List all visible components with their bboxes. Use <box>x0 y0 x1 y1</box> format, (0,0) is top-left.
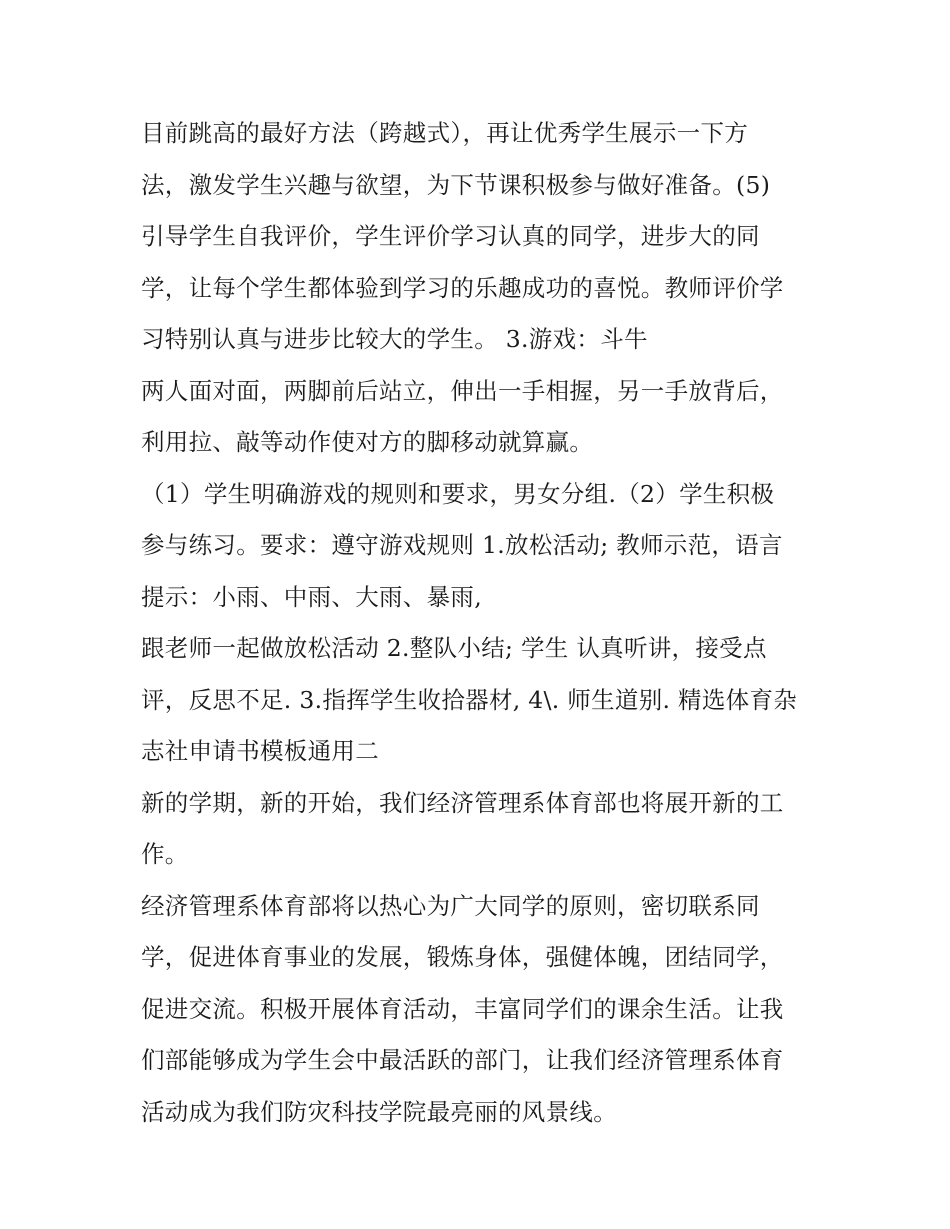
text-line: 活动成为我们防灾科技学院最亮丽的风景线。 <box>141 1097 617 1126</box>
text-line: 利用拉、敲等动作使对方的脚移动就算赢。 <box>141 428 594 456</box>
text-line: 经济管理系体育部将以热心为广大同学的原则，密切联系同 <box>141 891 760 920</box>
text-line: 学，促进体育事业的发展，锻炼身体，强健体魄，团结同学， <box>141 943 784 971</box>
text-line: 两人面对面，两脚前后站立，伸出一手相握，另一手放背后， <box>141 376 784 405</box>
text-line: 作。 <box>141 840 189 868</box>
text-line: 引导学生自我评价，学生评价学习认真的同学，进步大的同 <box>141 222 760 250</box>
text-line: 促进交流。积极开展体育活动，丰富同学们的课余生活。让我 <box>141 994 784 1023</box>
text-line: 新的学期，新的开始，我们经济管理系体育部也将展开新的工 <box>141 788 784 817</box>
text-line: 们部能够成为学生会中最活跃的部门，让我们经济管理系体育 <box>141 1046 784 1074</box>
text-line: 学，让每个学生都体验到学习的乐趣成功的喜悦。教师评价学 <box>141 273 784 302</box>
text-line: 跟老师一起做放松活动 2.整队小结; 学生 认真听讲，接受点 <box>141 634 767 662</box>
text-line: 法，激发学生兴趣与欲望，为下节课积极参与做好准备。(5) <box>141 170 771 199</box>
text-line: 习特别认真与进步比较大的学生。 3.游戏：斗牛 <box>141 325 648 353</box>
text-line: 参与练习。要求：遵守游戏规则 1.放松活动; 教师示范，语言 <box>141 531 783 559</box>
text-line: 目前跳高的最好方法（跨越式），再让优秀学生展示一下方 <box>141 119 749 147</box>
text-line: （1）学生明确游戏的规则和要求，男女分组.（2）学生积极 <box>141 479 775 508</box>
text-line: 评，反思不足. 3.指挥学生收拾器材, 4\. 师生道别. 精选体育杂 <box>141 685 798 714</box>
text-line: 提示：小雨、中雨、大雨、暴雨, <box>141 582 482 611</box>
text-line: 志社申请书模板通用二 <box>141 737 379 765</box>
document-body <box>141 108 821 1138</box>
